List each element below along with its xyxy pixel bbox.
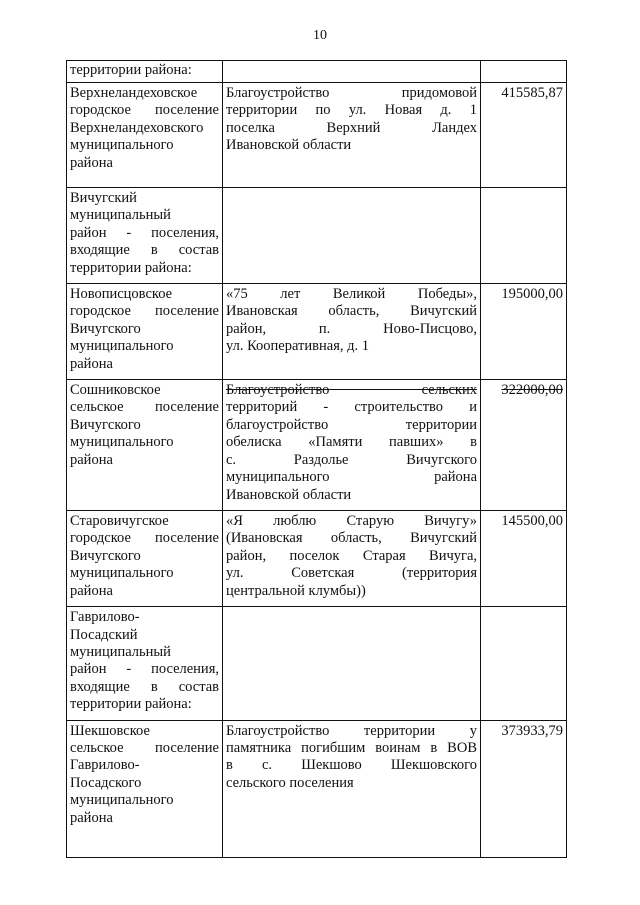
municipality-cell [67, 284, 223, 380]
municipality-line: сельское поселение [70, 739, 219, 756]
table-row [67, 607, 567, 720]
project-cell [223, 188, 481, 284]
amount-cell [481, 380, 567, 511]
project-line: обелиска «Памяти павших» в [226, 434, 477, 451]
municipality-line: муниципального [70, 434, 174, 451]
municipality-line: Старовичугское [70, 513, 169, 530]
page-number: 10 [313, 28, 327, 43]
amount-cell: 415585,87 [481, 83, 567, 188]
amount-cell [481, 61, 567, 83]
table-row [67, 188, 567, 284]
municipality-line: Вичугского [70, 547, 141, 564]
project-line: район, п. Ново-Писцово, [226, 320, 477, 337]
project-line: ул. Кооперативная, д. 1 [226, 338, 369, 355]
project-line: район, поселок Старая Вичуга, [226, 547, 477, 564]
project-line: Ивановская область, Вичугский [226, 303, 477, 320]
project-line: территорий - строительство и [226, 399, 477, 416]
municipality-line: городское поселение [70, 530, 219, 547]
project-line: Благоустройство сельских [226, 382, 477, 399]
table-row [67, 61, 567, 83]
municipality-cell [67, 188, 223, 284]
amount-cell: 373933,79 [481, 720, 567, 857]
table-row [67, 83, 567, 188]
table-row [67, 284, 567, 380]
municipality-line: района [70, 582, 113, 599]
project-line: благоустройство территории [226, 416, 477, 433]
municipality-line: Посадский [70, 626, 138, 643]
municipality-line: муниципального [70, 338, 174, 355]
municipality-line: муниципальный [70, 207, 171, 224]
amount-cell [481, 188, 567, 284]
municipality-line: городское поселение [70, 102, 219, 119]
project-cell [223, 380, 481, 511]
municipality-cell [67, 380, 223, 511]
project-line: ул. Советская (территория [226, 565, 477, 582]
municipality-line: территории района: [70, 696, 192, 713]
municipality-line: Новописцовское [70, 286, 173, 303]
municipality-line: Гаврилово- [70, 609, 140, 626]
project-line: «75 лет Великой Победы», [226, 286, 477, 303]
municipality-line: района [70, 451, 113, 468]
municipality-line: городское поселение [70, 303, 219, 320]
municipality-line: муниципальный [70, 643, 171, 660]
municipality-line: района [70, 154, 113, 171]
municipality-cell [67, 607, 223, 720]
municipality-line: Вичугского [70, 320, 141, 337]
municipality-line: район - поселения, [70, 224, 219, 241]
project-cell [223, 607, 481, 720]
project-line: Благоустройство территории у [226, 722, 477, 739]
municipality-line: Верхнеландеховское [70, 85, 198, 101]
municipality-line: Сошниковское [70, 382, 161, 399]
project-line: территории по ул. Новая д. 1 [226, 102, 477, 119]
project-cell [223, 511, 481, 607]
project-line: (Ивановская область, Вичугский [226, 530, 477, 547]
project-line: поселка Верхний Ландех [226, 119, 477, 136]
project-line: с. Раздолье Вичугского [226, 451, 477, 468]
municipality-cell [67, 720, 223, 857]
project-line: Ивановской области [226, 486, 352, 503]
municipality-line: входящие в состав [70, 678, 219, 695]
municipality-line: район - поселения, [70, 661, 219, 678]
amount-cell: 195000,00 [481, 284, 567, 380]
municipality-line: Верхнеландеховского [70, 119, 204, 136]
project-cell [223, 61, 481, 83]
amount-value: 322000,00 [501, 382, 563, 399]
municipality-line: муниципального [70, 137, 174, 154]
amount-cell [481, 607, 567, 720]
municipality-line: Вичугский [70, 190, 137, 206]
municipality-line: Посадского [70, 774, 142, 791]
project-cell [223, 284, 481, 380]
project-line: памятника погибшим воинам в ВОВ [226, 739, 477, 756]
municipality-line: Гаврилово- [70, 757, 140, 774]
project-line: Ивановской области [226, 137, 352, 154]
municipality-cell [67, 511, 223, 607]
project-cell [223, 720, 481, 857]
municipality-line: территории района: [70, 62, 192, 78]
projects-table [66, 60, 567, 858]
municipality-line: территории района: [70, 259, 192, 276]
municipality-line: сельское поселение [70, 399, 219, 416]
municipality-cell [67, 83, 223, 188]
project-line: муниципального района [226, 469, 477, 486]
project-line: сельского поселения [226, 774, 354, 791]
municipality-line: Вичугского [70, 416, 141, 433]
municipality-line: района [70, 355, 113, 372]
project-line: центральной клумбы)) [226, 582, 366, 599]
project-line: «Я люблю Старую Вичугу» [226, 513, 477, 530]
municipality-line: муниципального [70, 565, 174, 582]
municipality-line: входящие в состав [70, 242, 219, 259]
table-row [67, 720, 567, 857]
project-line: в с. Шекшово Шекшовского [226, 757, 477, 774]
municipality-line: Шекшовское [70, 722, 150, 739]
project-line: Благоустройство придомовой [226, 85, 477, 101]
municipality-cell [67, 61, 223, 83]
municipality-line: муниципального [70, 792, 174, 809]
amount-cell: 145500,00 [481, 511, 567, 607]
table-row [67, 511, 567, 607]
project-cell [223, 83, 481, 188]
municipality-line: района [70, 809, 113, 826]
table-row [67, 380, 567, 511]
